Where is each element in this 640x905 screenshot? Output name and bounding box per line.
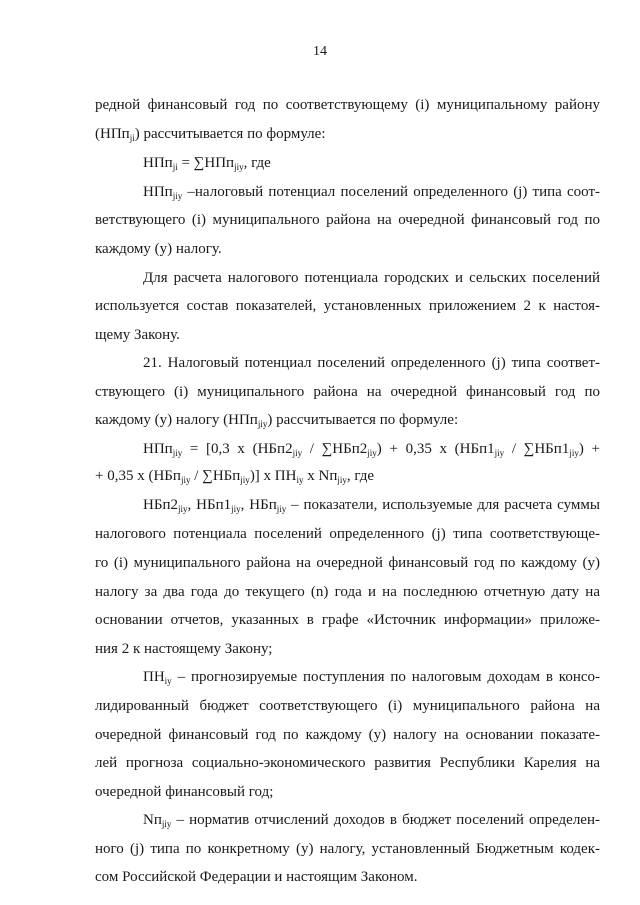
text-line: основании отчетов, указанных в графе «Источник информации» приложе- (95, 612, 600, 628)
text-line: используется состав показателей, установленных приложением 2 к настоя- (95, 298, 600, 314)
text-line: редной финансовый год по соответствующему (i) муниципальному району (95, 97, 600, 113)
text-line: (НПп$_{ji}$) рассчитывается по формуле: (95, 126, 326, 143)
text-line: ного (j) типа по конкретному (y) налогу, установленный Бюджетным кодек- (95, 841, 600, 857)
text-line: $Nп_{jiy}$ – норматив отчислений доходов в бюджет поселений определен- (143, 812, 600, 829)
text-line: очередной финансовый год по каждому (y) налогу на основании показате- (95, 727, 600, 743)
text-line: ния 2 к настоящему Закону; (95, 641, 273, 657)
text-line: каждому (y) налогу. (95, 241, 222, 257)
text-line: налогового потенциала поселений определенного (j) типа соответствующе- (95, 526, 600, 542)
text-line: налогу за два года до текущего (n) года и на последнюю отчетную дату на (95, 584, 600, 600)
text-line: ветствующего (i) муниципального района на очередной финансовый год по (95, 212, 600, 228)
text-line: лидированный бюджет соответствующего (i) муниципального района на (95, 698, 600, 714)
text-line: $НБп2_{jiy}$, $НБп1_{jiy}$, НБп$_{jiy}$ – показатели, используемые для расчета суммы (143, 497, 600, 514)
text-line: го (i) муниципального района на очередной финансовый год по каждому (y) (95, 555, 600, 571)
text-line: лей прогноза социально-экономического развития Республики Карелия на (95, 755, 600, 771)
text-line: сом Российской Федерации и настоящим Законом. (95, 869, 418, 885)
page-number: 14 (313, 44, 327, 59)
text-line: ствующего (i) муниципального района на очередной финансовый год по (95, 384, 600, 400)
formula-2-line-2: + 0,35 х (НБп$_{jiy}$ / ∑НБп$_{jiy}$)] х $ПН_{iy}$ х $Nп_{jiy}$, где (95, 468, 375, 485)
text-line: 21. Налоговый потенциал поселений определенного (j) типа соответ- (143, 355, 600, 371)
text-line: каждому (y) налогу (НПп$_{jiy}$) рассчитывается по формуле: (95, 412, 459, 429)
formula-2-line-1: НПп$_{jiy}$ = [0,3 х $(НБп2_{jiy} / \sum НБп2_{jiy}) + 0,35$ х $(НБп1_{jiy} / \sum НБп1_{jiy})$ + (143, 441, 600, 458)
formula-1: НПп$_{ji}$ = ∑НПп$_{jiy}$, где (143, 155, 271, 172)
text-line: очередной финансовый год; (95, 784, 274, 800)
text-line: Для расчета налогового потенциала городских и сельских поселений (143, 270, 600, 286)
text-line: НПп$_{jiy}$ –налоговый потенциал поселений определенного (j) типа соот- (143, 184, 600, 201)
text-line: $ПН_{iy}$ – прогнозируемые поступления по налоговым доходам в консо- (143, 669, 600, 686)
text-line: щему Закону. (95, 327, 180, 343)
